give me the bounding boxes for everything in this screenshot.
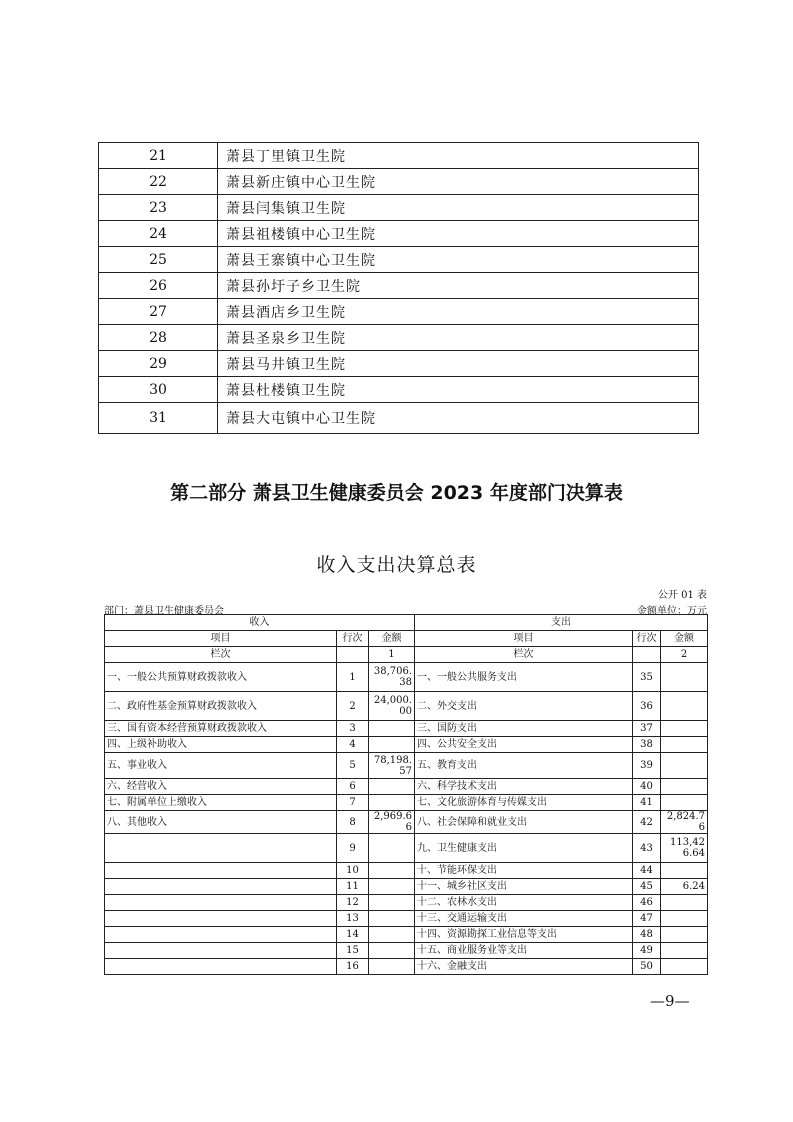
table-row <box>105 863 708 879</box>
income-item <box>105 879 337 895</box>
income-amount <box>369 863 415 879</box>
income-item: 六、经营收入 <box>105 779 337 795</box>
table-row <box>105 911 708 927</box>
column-1-label: 1 <box>369 647 415 663</box>
column-2-label: 2 <box>661 647 708 663</box>
list-row-name: 萧县孙圩子乡卫生院 <box>218 273 699 299</box>
list-row <box>99 299 699 325</box>
list-row-name: 萧县丁里镇卫生院 <box>218 143 699 169</box>
expense-item: 四、公共安全支出 <box>415 737 633 753</box>
income-line-no: 11 <box>337 879 369 895</box>
table-row <box>105 721 708 737</box>
expense-line-header: 行次 <box>633 631 661 647</box>
table-row <box>105 779 708 795</box>
expense-amount <box>661 959 708 975</box>
table-row <box>105 879 708 895</box>
list-row-number: 24 <box>99 221 218 247</box>
expense-line-no: 46 <box>633 895 661 911</box>
expense-line-no: 43 <box>633 834 661 863</box>
income-line-no: 13 <box>337 911 369 927</box>
list-row <box>99 169 699 195</box>
income-line-no: 12 <box>337 895 369 911</box>
income-item: 四、上级补助收入 <box>105 737 337 753</box>
expense-item: 十三、交通运输支出 <box>415 911 633 927</box>
income-item: 一、一般公共预算财政拨款收入 <box>105 663 337 692</box>
expense-line-no: 48 <box>633 927 661 943</box>
income-header: 收入 <box>105 615 415 631</box>
department-label: 部门：萧县卫生健康委员会 <box>104 606 224 617</box>
table-row <box>105 753 708 779</box>
expense-amount <box>661 753 708 779</box>
list-row-number: 29 <box>99 351 218 377</box>
income-column-label: 栏次 <box>105 647 337 663</box>
list-row <box>99 221 699 247</box>
expense-item: 二、外交支出 <box>415 692 633 721</box>
list-row-number: 22 <box>99 169 218 195</box>
income-item <box>105 943 337 959</box>
expense-line-no: 35 <box>633 663 661 692</box>
income-line-header: 行次 <box>337 631 369 647</box>
income-item: 七、附属单位上缴收入 <box>105 795 337 811</box>
section-title: 第二部分 萧县卫生健康委员会 2023 年度部门决算表 <box>170 482 623 504</box>
list-row-name: 萧县圣泉乡卫生院 <box>218 325 699 351</box>
income-item: 八、其他收入 <box>105 811 337 834</box>
list-row-number: 23 <box>99 195 218 221</box>
income-amount <box>369 879 415 895</box>
expense-amount: 113,426.64 <box>661 834 708 863</box>
list-row-number: 28 <box>99 325 218 351</box>
income-line-no: 1 <box>337 663 369 692</box>
expense-line-no: 36 <box>633 692 661 721</box>
income-item <box>105 834 337 863</box>
income-amount <box>369 779 415 795</box>
table-row <box>105 811 708 834</box>
expense-item: 十四、资源勘探工业信息等支出 <box>415 927 633 943</box>
list-row <box>99 195 699 221</box>
expense-item: 十一、城乡社区支出 <box>415 879 633 895</box>
list-row <box>99 273 699 299</box>
income-amount <box>369 795 415 811</box>
income-line-no: 6 <box>337 779 369 795</box>
list-row-name: 萧县王寨镇中心卫生院 <box>218 247 699 273</box>
list-row-number: 30 <box>99 377 218 403</box>
list-row-number: 26 <box>99 273 218 299</box>
income-line-no: 16 <box>337 959 369 975</box>
income-amount <box>369 911 415 927</box>
income-item <box>105 895 337 911</box>
expense-item-header: 项目 <box>415 631 633 647</box>
income-line-no: 5 <box>337 753 369 779</box>
table-row <box>105 692 708 721</box>
list-row-number: 31 <box>99 403 218 434</box>
expense-line-no: 40 <box>633 779 661 795</box>
income-line-no: 4 <box>337 737 369 753</box>
expense-item: 一、一般公共服务支出 <box>415 663 633 692</box>
table-row <box>105 895 708 911</box>
income-amount-header: 金额 <box>369 631 415 647</box>
expense-item: 七、文化旅游体育与传媒支出 <box>415 795 633 811</box>
expense-amount: 6.24 <box>661 879 708 895</box>
income-line-no: 15 <box>337 943 369 959</box>
list-row-name: 萧县新庄镇中心卫生院 <box>218 169 699 195</box>
expense-amount <box>661 663 708 692</box>
expense-line-no: 41 <box>633 795 661 811</box>
expense-amount <box>661 863 708 879</box>
list-row-number: 27 <box>99 299 218 325</box>
expense-item: 十五、商业服务业等支出 <box>415 943 633 959</box>
expense-item: 十六、金融支出 <box>415 959 633 975</box>
list-row-name: 萧县大屯镇中心卫生院 <box>218 403 699 434</box>
list-row-name: 萧县马井镇卫生院 <box>218 351 699 377</box>
income-item <box>105 959 337 975</box>
table-title: 收入支出决算总表 <box>316 554 477 576</box>
income-line-no: 10 <box>337 863 369 879</box>
table-row <box>105 959 708 975</box>
expense-item: 十、节能环保支出 <box>415 863 633 879</box>
expense-header: 支出 <box>415 615 708 631</box>
income-amount <box>369 834 415 863</box>
expense-line-no: 38 <box>633 737 661 753</box>
list-row-name: 萧县酒店乡卫生院 <box>218 299 699 325</box>
list-row <box>99 247 699 273</box>
table-row <box>105 795 708 811</box>
income-amount: 24,000.00 <box>369 692 415 721</box>
income-line-no: 9 <box>337 834 369 863</box>
table-row <box>105 927 708 943</box>
income-amount <box>369 737 415 753</box>
list-row <box>99 143 699 169</box>
income-amount: 78,198.57 <box>369 753 415 779</box>
income-amount: 2,969.66 <box>369 811 415 834</box>
expense-item: 八、社会保障和就业支出 <box>415 811 633 834</box>
expense-amount <box>661 927 708 943</box>
table-row <box>105 663 708 692</box>
table-code: 公开 01 表 <box>657 590 707 601</box>
income-expense-table <box>104 614 708 975</box>
expense-line-no: 47 <box>633 911 661 927</box>
table-row <box>105 943 708 959</box>
expense-amount <box>661 943 708 959</box>
empty-cell <box>337 647 369 663</box>
list-row <box>99 377 699 403</box>
expense-item: 五、教育支出 <box>415 753 633 779</box>
list-row-name: 萧县祖楼镇中心卫生院 <box>218 221 699 247</box>
expense-line-no: 39 <box>633 753 661 779</box>
income-amount <box>369 943 415 959</box>
expense-amount-header: 金额 <box>661 631 708 647</box>
list-row-number: 25 <box>99 247 218 273</box>
income-amount <box>369 895 415 911</box>
expense-line-no: 42 <box>633 811 661 834</box>
expense-column-label: 栏次 <box>415 647 633 663</box>
expense-amount <box>661 779 708 795</box>
expense-amount <box>661 895 708 911</box>
unit-label: 金额单位：万元 <box>637 606 707 617</box>
income-amount <box>369 959 415 975</box>
list-row-name: 萧县杜楼镇卫生院 <box>218 377 699 403</box>
table-row <box>105 834 708 863</box>
expense-line-no: 37 <box>633 721 661 737</box>
expense-item: 九、卫生健康支出 <box>415 834 633 863</box>
income-item: 三、国有资本经营预算财政拨款收入 <box>105 721 337 737</box>
income-item: 五、事业收入 <box>105 753 337 779</box>
institution-list-table <box>98 142 699 434</box>
income-amount <box>369 927 415 943</box>
list-row <box>99 403 699 434</box>
expense-amount <box>661 911 708 927</box>
income-amount: 38,706.38 <box>369 663 415 692</box>
list-row <box>99 351 699 377</box>
expense-item: 三、国防支出 <box>415 721 633 737</box>
expense-amount: 2,824.76 <box>661 811 708 834</box>
expense-line-no: 45 <box>633 879 661 895</box>
income-line-no: 14 <box>337 927 369 943</box>
expense-amount <box>661 692 708 721</box>
income-line-no: 8 <box>337 811 369 834</box>
income-item <box>105 863 337 879</box>
income-amount <box>369 721 415 737</box>
expense-line-no: 50 <box>633 959 661 975</box>
expense-line-no: 49 <box>633 943 661 959</box>
income-item <box>105 927 337 943</box>
income-item <box>105 911 337 927</box>
expense-line-no: 44 <box>633 863 661 879</box>
income-item-header: 项目 <box>105 631 337 647</box>
expense-item: 十二、农林水支出 <box>415 895 633 911</box>
list-row-number: 21 <box>99 143 218 169</box>
expense-item: 六、科学技术支出 <box>415 779 633 795</box>
list-row-name: 萧县闫集镇卫生院 <box>218 195 699 221</box>
expense-amount <box>661 737 708 753</box>
income-line-no: 7 <box>337 795 369 811</box>
list-row <box>99 325 699 351</box>
income-line-no: 2 <box>337 692 369 721</box>
empty-cell <box>633 647 661 663</box>
income-line-no: 3 <box>337 721 369 737</box>
expense-amount <box>661 721 708 737</box>
page-number: —9— <box>650 992 690 1010</box>
table-row <box>105 737 708 753</box>
income-item: 二、政府性基金预算财政拨款收入 <box>105 692 337 721</box>
expense-amount <box>661 795 708 811</box>
